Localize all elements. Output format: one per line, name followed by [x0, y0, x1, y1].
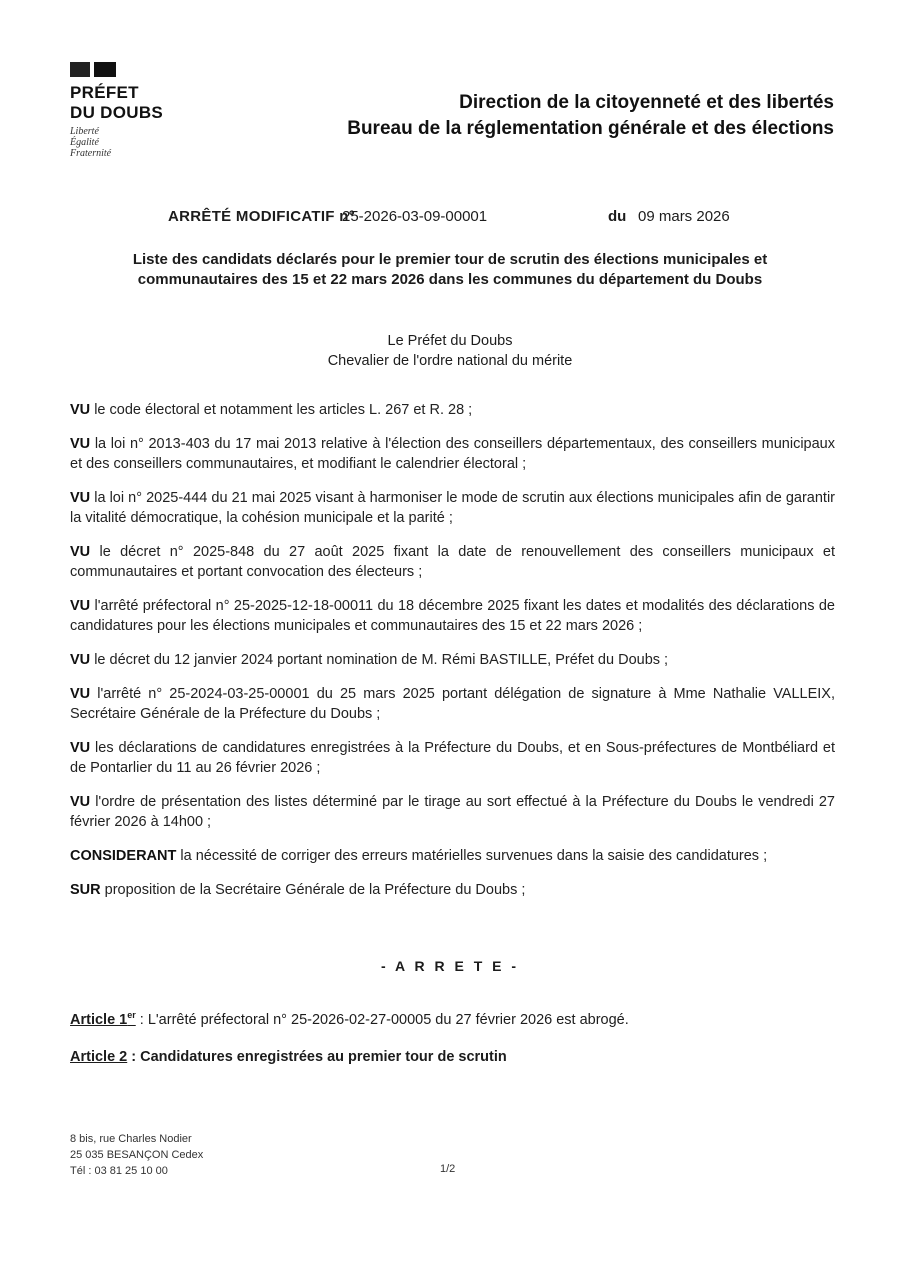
direction-title: Direction de la citoyenneté et des libertés: [459, 92, 834, 113]
prefecture-logo: [70, 62, 230, 159]
paragraph-text: la loi n° 2013-403 du 17 mai 2013 relative à l'élection des conseillers départementaux, des conseillers municipaux et des conseillers communautaires, et modifiant le calendrier électoral ;: [70, 436, 835, 472]
paragraph: [70, 684, 835, 724]
prefet-block: [0, 331, 900, 371]
article-1-sup: er: [127, 1010, 136, 1020]
paragraph-lead: VU: [70, 598, 91, 614]
paragraph-text: l'ordre de présentation des listes déterminé par le tirage au sort effectué à la Préfecture du Doubs le vendredi 27 février 2026 à 14h00 ;: [70, 794, 835, 830]
paragraph-lead: VU: [70, 794, 91, 810]
article-1: [70, 1005, 835, 1030]
paragraph-text: les déclarations de candidatures enregistrées à la Préfecture du Doubs, et en Sous-préfectures de Montbéliard et de Pontarlier du 11 au 26 février 2026 ;: [70, 740, 835, 776]
footer-address: [70, 1131, 203, 1179]
paragraph: [70, 846, 835, 866]
paragraph-text: proposition de la Secrétaire Générale de la Préfecture du Doubs ;: [104, 882, 526, 898]
paragraph: [70, 400, 835, 420]
subject-line: communautaires des 15 et 22 mars 2026 dans les communes du département du Doubs: [137, 271, 763, 288]
paragraph-lead: VU: [70, 544, 91, 560]
arrete-heading: - A R R E T E -: [380, 958, 520, 974]
paragraph-text: l'arrêté n° 25-2024-03-25-00001 du 25 mars 2025 portant délégation de signature à Mme Nathalie VALLEIX, Secrétaire Générale de la Préfecture du Doubs ;: [70, 686, 836, 722]
logo-line-1: PRÉFET: [70, 83, 139, 102]
article-2-text: : Candidatures enregistrées au premier tour de scrutin: [131, 1049, 507, 1065]
paragraph-text: l'arrêté préfectoral n° 25-2025-12-18-00011 du 18 décembre 2025 fixant les dates et modalités des déclarations de candidatures pour les élections municipales et communautaires des 15 et 22 mars 2026 ;: [70, 598, 835, 634]
paragraph-lead: VU: [70, 402, 91, 418]
motto-liberte: Liberté: [70, 126, 99, 137]
logo-line-2: DU DOUBS: [70, 103, 164, 122]
marianne-emblem-icon: [70, 62, 230, 77]
paragraph-lead: VU: [70, 436, 91, 452]
motto-fraternite: Fraternité: [70, 148, 112, 159]
article-2-label: Article 2: [70, 1049, 128, 1065]
article-1-text: : L'arrêté préfectoral n° 25-2026-02-27-00005 du 27 février 2026 est abrogé.: [139, 1011, 629, 1028]
paragraph: [70, 542, 835, 582]
department-heading: [347, 90, 834, 142]
paragraph-text: la loi n° 2025-444 du 21 mai 2025 visant à harmoniser le mode de scrutin aux élections municipales afin de garantir la vitalité démocratique, la cohésion municipale et la parité ;: [70, 490, 836, 526]
paragraph-lead: VU: [70, 686, 91, 702]
arrete-number: 25-2026-03-09-00001: [342, 208, 488, 225]
footer-phone: Tél : 03 81 25 10 00: [70, 1165, 168, 1177]
paragraph-text: la nécessité de corriger des erreurs matérielles survenues dans la saisie des candidatures ;: [180, 848, 768, 864]
article-1-label-text: Article 1: [70, 1011, 128, 1028]
motto-egalite: Égalité: [70, 137, 99, 148]
paragraph: [70, 738, 835, 778]
subject-line: Liste des candidats déclarés pour le premier tour de scrutin des élections municipales et: [132, 251, 768, 268]
paragraph-text: le décret n° 2025-848 du 27 août 2025 fixant la date de renouvellement des conseillers municipaux et communautaires et portant convocation des électeurs ;: [70, 544, 836, 580]
prefet-distinction: Chevalier de l'ordre national du mérite: [327, 353, 573, 369]
paragraph: [70, 596, 835, 636]
footer-address-line: 8 bis, rue Charles Nodier: [70, 1133, 192, 1145]
paragraph: [70, 434, 835, 474]
paragraph-lead: VU: [70, 652, 91, 668]
document-subject: [80, 250, 820, 290]
article-2: [70, 1047, 835, 1067]
paragraph: [70, 650, 835, 670]
paragraph: [70, 880, 835, 900]
article-1-label: [70, 1012, 136, 1028]
paragraph-text: le décret du 12 janvier 2024 portant nomination de M. Rémi BASTILLE, Préfet du Doubs ;: [94, 652, 669, 668]
paragraph: [70, 792, 835, 832]
arrete-du: du: [608, 208, 627, 225]
paragraph-lead: VU: [70, 490, 91, 506]
page-number: 1/2: [440, 1163, 456, 1175]
bureau-title: Bureau de la réglementation générale et des élections: [347, 118, 834, 139]
arrete-label: ARRÊTÉ MODIFICATIF n°: [168, 208, 356, 225]
footer-address-line: 25 035 BESANÇON Cedex: [70, 1149, 204, 1161]
paragraph-lead: CONSIDERANT: [70, 848, 177, 864]
prefet-title: Le Préfet du Doubs: [387, 333, 513, 349]
paragraph-lead: SUR: [70, 882, 101, 898]
paragraph-lead: VU: [70, 740, 91, 756]
considerations: [70, 400, 835, 914]
motto: [70, 126, 230, 159]
paragraph-text: le code électoral et notamment les articles L. 267 et R. 28 ;: [94, 402, 473, 418]
arrete-date: 09 mars 2026: [638, 208, 730, 225]
paragraph: [70, 488, 835, 528]
